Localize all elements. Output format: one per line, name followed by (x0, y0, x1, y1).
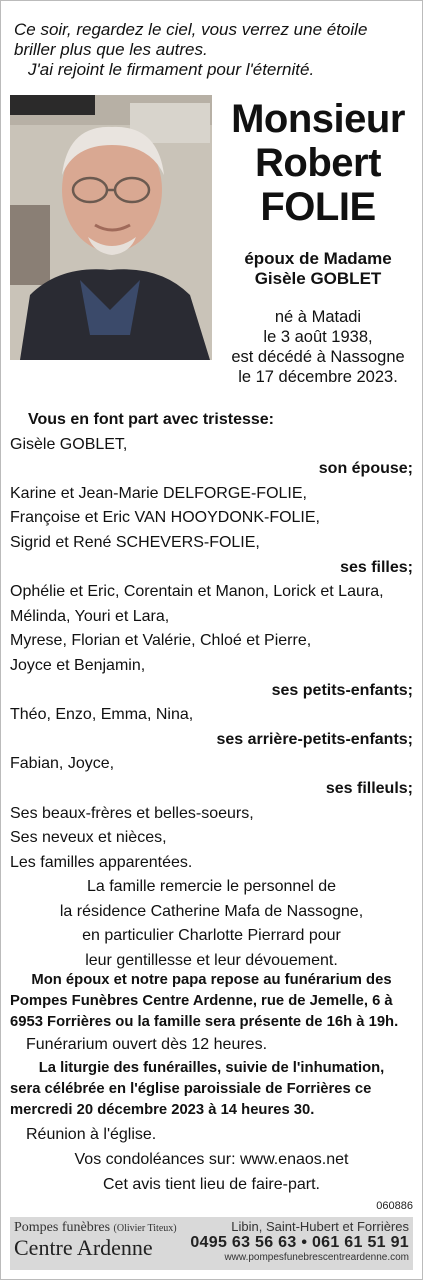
open-hours (10, 1033, 413, 1057)
thanks-line: la résidence Catherine Mafa de Nassogne, (59, 902, 364, 920)
footer-phones: 0495 63 56 63 • 061 61 51 91 (190, 1234, 409, 1251)
footer-brand-label: Pompes funèbres (14, 1220, 111, 1235)
portrait-photo (10, 95, 212, 360)
birth-death-line: né à Matadi (274, 308, 362, 326)
funeral-director-footer (10, 1217, 413, 1270)
title-first-name: Robert (255, 141, 381, 185)
family-line: Ses neveux et nièces, (10, 829, 167, 847)
liturgy-line: sera célébrée en l'église paroissiale de Forrières ce (10, 1081, 372, 1097)
footer-brand-name: Centre Ardenne (14, 1235, 153, 1260)
footer-locations: Libin, Saint-Hubert et Forrières (231, 1219, 409, 1234)
godchildren-line: Fabian, Joyce, (10, 755, 115, 773)
birth-death-info (218, 307, 418, 387)
grandchildren-line: Myrese, Florian et Valérie, Chloé et Pierre, (10, 632, 312, 650)
condolences-line: Vos condoléances sur: www.enaos.net (74, 1151, 349, 1168)
footer-contact (189, 1219, 409, 1263)
deceased-title (218, 97, 418, 229)
notice-line: Cet avis tient lieu de faire-part. (103, 1176, 320, 1193)
quote-line: briller plus que les autres. (14, 40, 208, 59)
liturgy-info (10, 1058, 413, 1121)
grandchildren-role: ses petits-enfants; (271, 681, 413, 699)
liturgy-line: mercredi 20 décembre 2023 à 14 heures 30. (10, 1102, 315, 1118)
title-last-name: FOLIE (260, 185, 376, 229)
funeral-home-info (10, 970, 413, 1033)
great-grandchildren-role: ses arrière-petits-enfants; (216, 730, 413, 748)
meeting-line: Réunion à l'église. (26, 1126, 157, 1143)
footer-brand (14, 1220, 194, 1261)
reference-number: 060886 (376, 1200, 413, 1212)
funeral-home-line: 6953 Forrières ou la famille sera présente de 16h à 19h. (10, 1014, 399, 1030)
grandchildren-line: Ophélie et Eric, Corentain et Manon, Lorick et Laura, (10, 583, 384, 601)
liturgy-line: La liturgie des funérailles, suivie de l'inhumation, (38, 1060, 385, 1076)
birth-death-line: le 17 décembre 2023. (238, 368, 398, 386)
family-line: Les familles apparentées. (10, 853, 193, 871)
daughter-line: Sigrid et René SCHEVERS-FOLIE, (10, 533, 260, 551)
portrait-illustration (10, 95, 212, 360)
quote-line: Ce soir, regardez le ciel, vous verrez une étoile (14, 20, 368, 39)
epigraph-quote (14, 20, 414, 80)
great-grandchildren-line: Théo, Enzo, Emma, Nina, (10, 706, 194, 724)
closing-info (10, 1122, 413, 1197)
footer-brand-owner: (Olivier Titeux) (113, 1223, 177, 1234)
daughter-line: Françoise et Eric VAN HOOYDONK-FOLIE, (10, 509, 320, 527)
grandchildren-line: Mélinda, Youri et Lara, (10, 607, 170, 625)
spouse-info (218, 249, 418, 289)
daughters-role: ses filles; (340, 558, 413, 576)
spouse-line: Gisèle GOBLET (254, 269, 382, 288)
wife-role: son épouse; (318, 460, 413, 478)
daughter-line: Karine et Jean-Marie DELFORGE-FOLIE, (10, 484, 307, 502)
birth-death-line: le 3 août 1938, (263, 328, 373, 346)
intro-line: Vous en font part avec tristesse: (28, 411, 274, 428)
birth-death-line: est décédé à Nassogne (231, 348, 405, 366)
funeral-home-line: Mon époux et notre papa repose au funérarium des (31, 972, 392, 988)
thanks-line: leur gentillesse et leur dévouement. (85, 952, 338, 970)
quote-line: J'ai rejoint le firmament pour l'éternité. (28, 60, 315, 79)
title-honorific: Monsieur (231, 97, 405, 141)
family-line: Ses beaux-frères et belles-soeurs, (10, 804, 254, 822)
godchildren-role: ses filleuls; (325, 779, 413, 797)
thanks-line: La famille remercie le personnel de (86, 878, 336, 896)
announcement-body (10, 408, 413, 974)
open-hours-line: Funérarium ouvert dès 12 heures. (26, 1036, 268, 1053)
footer-website[interactable]: www.pompesfunebrescentreardenne.com (224, 1252, 409, 1263)
thanks-line: en particulier Charlotte Pierrard pour (82, 927, 341, 945)
spouse-line: époux de Madame (244, 249, 392, 268)
wife-name: Gisèle GOBLET, (10, 435, 128, 453)
footer-brand-line (14, 1220, 194, 1236)
grandchildren-line: Joyce et Benjamin, (10, 656, 146, 674)
funeral-home-line: Pompes Funèbres Centre Ardenne, rue de Jemelle, 6 à (10, 993, 393, 1009)
